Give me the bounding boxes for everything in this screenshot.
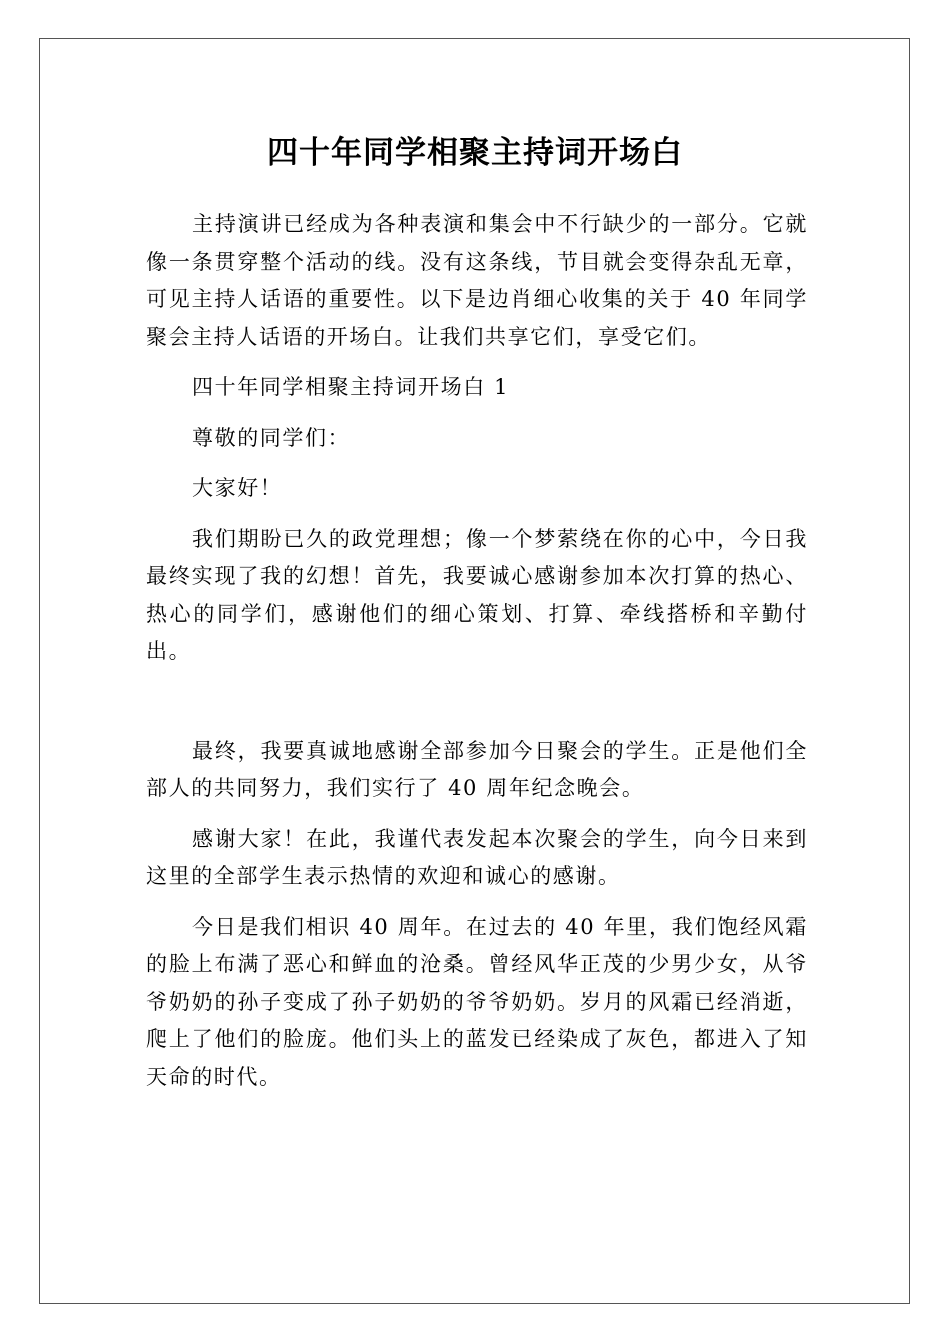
section-heading: 四十年同学相聚主持词开场白 1 bbox=[192, 375, 510, 399]
document-body bbox=[146, 206, 808, 1109]
salutation: 尊敬的同学们： bbox=[192, 425, 351, 450]
document-title: 四十年同学相聚主持词开场白 bbox=[267, 135, 683, 171]
body-paragraph: 我们期盼已久的政党理想；像一个梦萦绕在你的心中，今日我最终实现了我的幻想！首先，我要诚心感谢参加本次打算的热心、热心的同学们，感谢他们的细心策划、打算、牵线搭桥和辛勤付出。 bbox=[146, 526, 808, 663]
greeting: 大家好！ bbox=[192, 476, 283, 500]
body-paragraph: 最终，我要真诚地感谢全部参加今日聚会的学生。正是他们全部人的共同努力，我们实行了 40 周年纪念晚会。 bbox=[146, 738, 808, 800]
intro-paragraph: 主持演讲已经成为各种表演和集会中不行缺少的一部分。它就像一条贯穿整个活动的线。没有这条线，节目就会变得杂乱无章，可见主持人话语的重要性。以下是边肖细心收集的关于 40 年同学聚会主持人话语的开场白。让我们共享它们，享受它们。 bbox=[146, 212, 808, 349]
body-paragraph: 感谢大家！在此，我谨代表发起本次聚会的学生，向今日来到这里的全部学生表示热情的欢迎和诚心的感谢。 bbox=[146, 826, 808, 888]
body-paragraph: 今日是我们相识 40 周年。在过去的 40 年里，我们饱经风霜的脸上布满了恶心和鲜血的沧桑。曾经风华正茂的少男少女，从爷爷奶奶的孙子变成了孙子奶奶的爷爷奶奶。岁月的风霜已经消逝，爬上了他们的脸庞。他们头上的蓝发已经染成了灰色，都进入了知天命的时代。 bbox=[146, 914, 808, 1089]
